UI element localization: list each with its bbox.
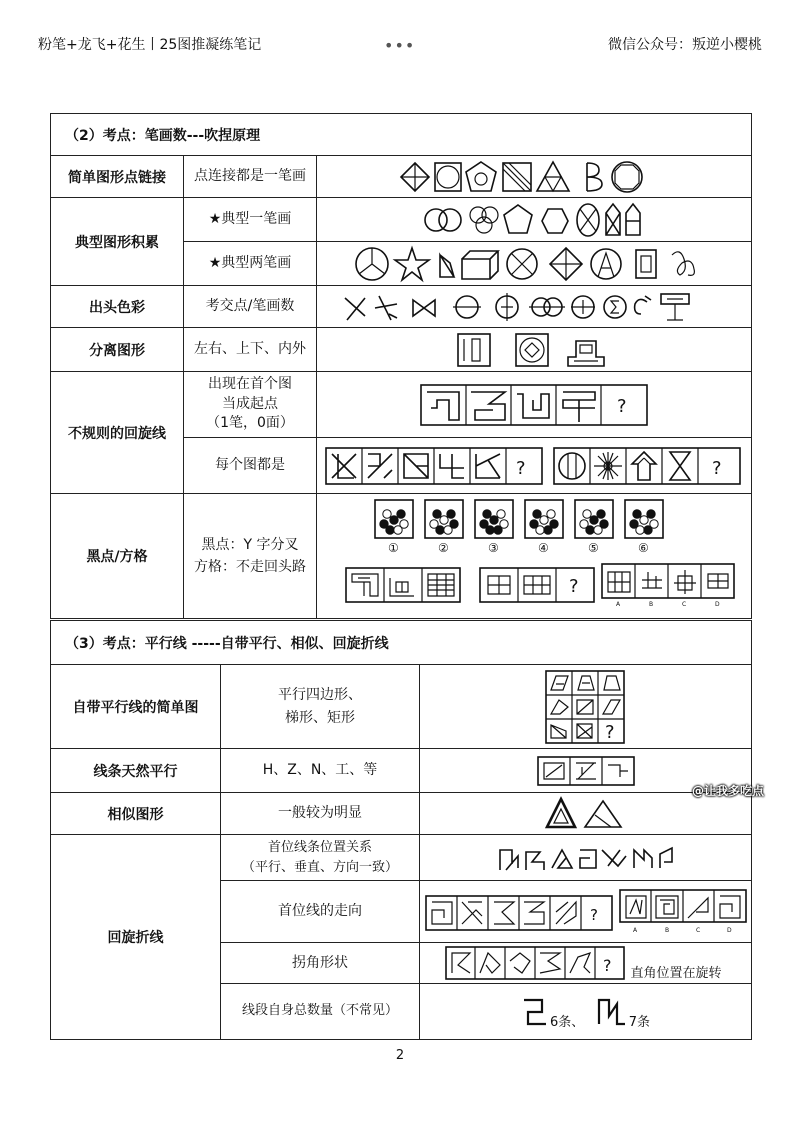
triangle-figure-icon (537, 162, 569, 191)
desc-typical-one-stroke: ★典型一笔画 (184, 198, 317, 242)
rotating-right-angle-note: 直角位置在旋转 (630, 966, 722, 981)
pentagon-icon (504, 205, 532, 233)
grid-options (602, 564, 734, 608)
desc-dot-link: 点连接都是一笔画 (184, 156, 317, 198)
example-segment-count (420, 984, 752, 1040)
svg-text:A: A (633, 926, 638, 934)
example-simple-figures (317, 156, 752, 198)
two-circles-icon (425, 209, 461, 231)
house-icon-b (626, 204, 640, 235)
desc-left-right-inside: 左右、上下、内外 (184, 328, 317, 372)
circle-x-icon (507, 249, 537, 279)
option-a: A (616, 601, 621, 608)
six-segment-figure-icon (524, 1000, 546, 1024)
example-corner-shape (420, 943, 752, 984)
square-diagonal-figure-icon (503, 163, 531, 191)
question-mark: ? (617, 395, 627, 417)
svg-text:?: ? (604, 721, 615, 743)
star-icon (395, 248, 429, 280)
stroke-count-table (50, 113, 752, 619)
section2-title: （2）考点：笔画数---吹捏原理 (51, 114, 752, 156)
svg-text:?: ? (603, 956, 612, 975)
header-wechat-account: 微信公众号：叛逆小樱桃 (608, 37, 762, 53)
header-left-title: 粉笔+龙飞+花生丨25图推凝练笔记 (38, 37, 262, 53)
example-one-stroke (317, 198, 752, 242)
dot-tile-4 (525, 500, 563, 555)
dot-tile-6 (625, 500, 663, 555)
svg-text:?: ? (712, 457, 722, 479)
hook-cross-icon (375, 296, 397, 320)
flower-icon (594, 452, 622, 480)
desc-crossing-points: 考交点/笔画数 (184, 286, 317, 328)
svg-text:D: D (727, 926, 732, 934)
desc-first-line-direction: 首位线的走向 (221, 881, 420, 943)
example-separated (317, 328, 752, 372)
nested-triangle-icon (547, 799, 575, 827)
circle-plus-icon (571, 296, 595, 318)
leaf-oval-icon (577, 204, 599, 236)
bowtie-icon (413, 300, 435, 316)
dot-tile-2 (425, 500, 463, 555)
curl-icon (635, 296, 651, 314)
circle-sigma-icon (604, 296, 626, 318)
dot-tile-1 (375, 500, 413, 555)
split-triangle-icon (585, 801, 621, 827)
desc-typical-two-stroke: ★典型两笔画 (184, 242, 317, 286)
example-first-line-direction (420, 881, 752, 943)
circle-vert-icon (496, 293, 518, 321)
category-typical-figures: 典型图形积累 (51, 198, 184, 286)
category-separated-figures: 分离图形 (51, 328, 184, 372)
dot-tile-3 (475, 500, 513, 555)
desc-segment-total-count: 线段自身总数量（不常见） (221, 984, 420, 1040)
svg-text:?: ? (569, 576, 579, 597)
dot-tile-5 (575, 500, 613, 555)
category-black-dots-grid: 黑点/方格 (51, 494, 184, 619)
category-simple-dot-link: 简单图形点链接 (51, 156, 184, 198)
example-spiral-sequence (317, 372, 752, 438)
circle-a-icon (591, 249, 621, 279)
double-circle-icon (529, 298, 565, 316)
fold-triangle-icon (440, 255, 454, 277)
category-crossing-lines: 出头色彩 (51, 286, 184, 328)
pentagon-figure-icon (466, 162, 496, 191)
desc-obvious: 一般较为明显 (221, 793, 420, 835)
square-circle-figure-icon (435, 163, 461, 191)
example-crossing (317, 286, 752, 328)
category-similar-figures: 相似图形 (51, 793, 221, 835)
section3-title: （3）考点：平行线 -----自带平行、相似、回旋折线 (51, 621, 752, 665)
diamond-cross-icon (550, 248, 582, 280)
option-c: C (682, 601, 687, 608)
seven-segment-figure-icon (599, 1000, 625, 1024)
category-built-in-parallel: 自带平行线的简单图 (51, 665, 221, 749)
option-b: B (649, 601, 654, 608)
desc-each-figure: 每个图都是 (184, 438, 317, 494)
letter-b-figure-icon (587, 163, 602, 191)
circled-number-2: ② (438, 541, 449, 555)
cube-icon (462, 251, 498, 279)
desc-corner-shape: 拐角形状 (221, 943, 420, 984)
circle-bar-icon (453, 296, 481, 318)
diamond-figure-icon (401, 163, 429, 191)
example-each-figure (317, 438, 752, 494)
example-3x3-grid (420, 665, 752, 749)
example-first-last-lines (420, 835, 752, 881)
circled-number-3: ③ (488, 541, 499, 555)
example-two-stroke (317, 242, 752, 286)
desc-parallelogram-trapezoid: 平行四边形、 梯形、矩形 (221, 665, 420, 749)
desc-first-last-lines: 首位线条位置关系 （平行、垂直、方向一致） (221, 835, 420, 881)
desc-y-fork-no-return: 黑点：Y 字分叉 方格：不走回头路 (184, 494, 317, 619)
peace-circle-icon (356, 248, 388, 280)
house-icon-a (606, 204, 620, 235)
hexagon-icon (542, 209, 568, 233)
x-cross-icon (345, 298, 365, 320)
watermark-label: @让我多吃点 (692, 784, 765, 798)
category-natural-parallel: 线条天然平行 (51, 749, 221, 793)
circled-number-5: ⑤ (588, 541, 599, 555)
seven-segments-label: 7条 (628, 1014, 651, 1030)
circle-diamond-box-icon (516, 334, 548, 366)
bracket-box-icon (458, 334, 490, 366)
page-number: 2 (395, 1048, 405, 1063)
t-box-icon (661, 294, 689, 320)
nested-rect-icon (636, 250, 656, 278)
svg-text:?: ? (516, 457, 526, 479)
grid-puzzle-1 (346, 568, 460, 602)
scribble-icon (672, 251, 694, 275)
desc-first-figure-start: 出现在首个图 当成起点 （1笔，0面） (184, 372, 317, 438)
desc-letters-hznz: H、Z、N、工、等 (221, 749, 420, 793)
option-d: D (715, 601, 720, 608)
example-dots-and-grids (317, 494, 752, 619)
category-spiral-polyline: 回旋折线 (51, 835, 221, 1040)
category-irregular-spiral: 不规则的回旋线 (51, 372, 184, 494)
circled-number-4: ④ (538, 541, 549, 555)
more-menu-dots[interactable]: ••• (384, 36, 416, 55)
svg-text:?: ? (590, 905, 598, 924)
svg-text:B: B (665, 926, 670, 934)
octagon-circle-figure-icon (612, 162, 642, 192)
stand-box-icon (568, 341, 604, 366)
six-segments-label: 6条、 (550, 1014, 585, 1030)
parallel-lines-table (50, 620, 752, 1040)
olympic-rings-icon (470, 207, 498, 233)
grid-puzzle-2 (480, 568, 594, 602)
circled-number-1: ① (388, 541, 399, 555)
circled-number-6: ⑥ (638, 541, 649, 555)
svg-text:C: C (696, 926, 701, 934)
